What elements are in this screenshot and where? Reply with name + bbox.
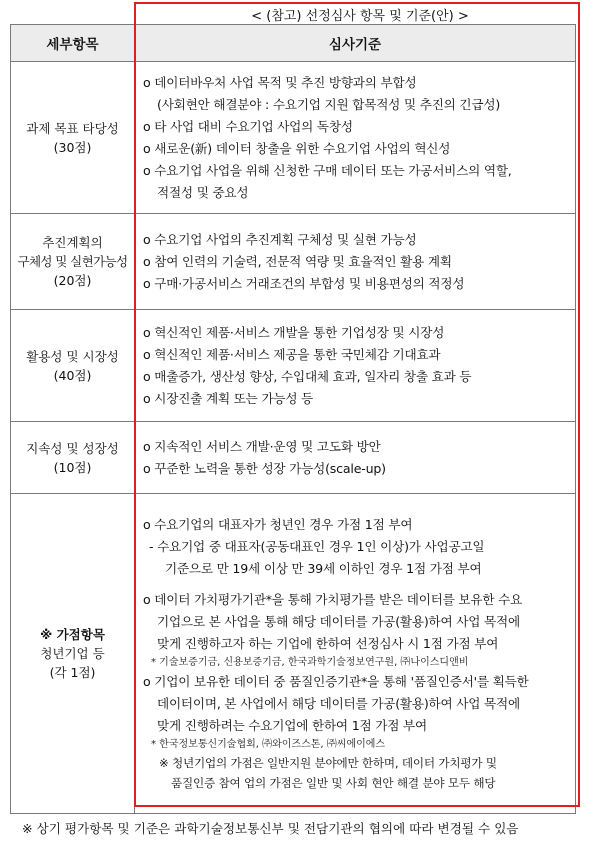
criteria-line: 맞게 진행하려는 수요기업에 한하여 1점 가점 부여	[157, 718, 427, 733]
category-cell	[11, 494, 135, 814]
criteria-line: (사회현안 해결분야 : 수요기업 지원 합목적성 및 추진의 긴급성)	[157, 96, 501, 112]
header-detail-item: 세부항목	[11, 25, 135, 62]
category-cell	[11, 422, 135, 494]
criteria-line: o 매출증가, 생산성 향상, 수입대체 효과, 일자리 창출 효과 등	[143, 368, 472, 384]
table-row	[11, 310, 576, 422]
criteria-cell	[135, 310, 576, 422]
criteria-line: o 참여 인력의 기술력, 전문적 역량 및 효율적인 활용 계획	[143, 253, 452, 269]
criteria-note: 품질인증 참여 업의 가점은 일반 및 사회 현안 해결 분야 모두 해당	[171, 776, 496, 790]
category-cell	[11, 310, 135, 422]
criteria-line: 데이터이며, 본 사업에서 해당 데이터를 가공(활용)하여 사업 목적에	[157, 696, 520, 711]
category-cell	[11, 214, 135, 310]
criteria-line: o 수요기업 사업의 추진계획 구체성 및 실현 가능성	[143, 231, 417, 247]
category-points: (각 1점)	[49, 665, 96, 680]
footnote: * 한국정보통신기술협회, ㈜와이즈스톤, ㈜씨에이에스	[151, 739, 386, 750]
category-points: (40점)	[53, 367, 92, 383]
criteria-line: o 구매·가공서비스 거래조건의 부합성 및 비용편성의 적정성	[143, 275, 465, 291]
criteria-line: o 시장진출 계획 또는 가능성 등	[143, 390, 314, 406]
criteria-line: o 수요기업 사업을 위해 신청한 구매 데이터 또는 가공서비스의 역할,	[143, 162, 512, 178]
category-name: 과제 목표 타당성	[26, 120, 119, 136]
criteria-line: o 타 사업 대비 수요기업 사업의 독창성	[143, 118, 353, 134]
category-cell	[11, 62, 135, 214]
category-points: (20점)	[53, 273, 92, 288]
criteria-line: o 혁신적인 제품·서비스 개발을 통한 기업성장 및 시장성	[143, 324, 445, 340]
category-name: 구체성 및 실현가능성	[17, 254, 128, 269]
criteria-line: 기준으로 만 19세 이상 만 39세 이하인 경우 1점 가점 부여	[165, 561, 482, 576]
table-caption: < (참고) 선정심사 항목 및 기준(안) >	[251, 9, 469, 24]
criteria-note: ※ 청년기업의 가점은 일반지원 분야에만 한하며, 데이터 가치평가 및	[159, 756, 497, 770]
criteria-line: 기업으로 본 사업을 통해 해당 데이터를 가공(활용)하여 사업 목적에	[157, 614, 520, 629]
criteria-line: 맞게 진행하고자 하는 기업에 한하여 선정심사 시 1점 가점 부여	[157, 636, 499, 651]
category-name: 활용성 및 시장성	[26, 348, 119, 364]
evaluation-criteria-table	[10, 24, 576, 814]
category-name: 추진계획의	[42, 235, 103, 250]
header-criteria: 심사기준	[135, 25, 576, 62]
criteria-line: - 수요기업 중 대표자(공동대표인 경우 1인 이상)가 사업공고일	[149, 539, 485, 554]
criteria-line: o 데이터 가치평가기관*을 통해 가치평가를 받은 데이터를 보유한 수요	[143, 592, 523, 607]
criteria-line: o 지속적인 서비스 개발·운영 및 고도화 방안	[143, 438, 381, 454]
criteria-line: o 새로운(新) 데이터 창출을 위한 수요기업 사업의 혁신성	[143, 140, 451, 156]
criteria-cell	[135, 422, 576, 494]
footnote: * 기술보증기금, 신용보증기금, 한국과학기술정보연구원, ㈜나이스디앤비	[151, 657, 469, 668]
table-header-row	[11, 25, 576, 62]
table-row	[11, 422, 576, 494]
category-points: (30점)	[53, 139, 92, 155]
category-name: 지속성 및 성장성	[26, 440, 119, 456]
bonus-title: ※ 가점항목	[40, 627, 105, 642]
criteria-line: o 꾸준한 노력을 통한 성장 가능성(scale-up)	[143, 460, 386, 476]
criteria-line: o 혁신적인 제품·서비스 제공을 통한 국민체감 기대효과	[143, 346, 441, 362]
table-row	[11, 62, 576, 214]
criteria-cell	[135, 214, 576, 310]
footer-note: ※ 상기 평가항목 및 기준은 과학기술정보통신부 및 전담기관의 협의에 따라 변경될 수 있음	[22, 821, 519, 836]
table-row-bonus	[11, 494, 576, 814]
criteria-line: o 기업이 보유한 데이터 중 품질인증기관*을 통해 '품질인증서'를 획득한	[143, 674, 529, 689]
criteria-cell	[135, 494, 576, 814]
category-name: 청년기업 등	[40, 646, 105, 661]
criteria-line: o 데이터바우처 사업 목적 및 추진 방향과의 부합성	[143, 74, 417, 90]
criteria-line: o 수요기업의 대표자가 청년인 경우 가점 1점 부여	[143, 517, 413, 532]
criteria-cell	[135, 62, 576, 214]
category-points: (10점)	[53, 459, 92, 475]
criteria-line: 적절성 및 중요성	[157, 184, 249, 200]
table-row	[11, 214, 576, 310]
